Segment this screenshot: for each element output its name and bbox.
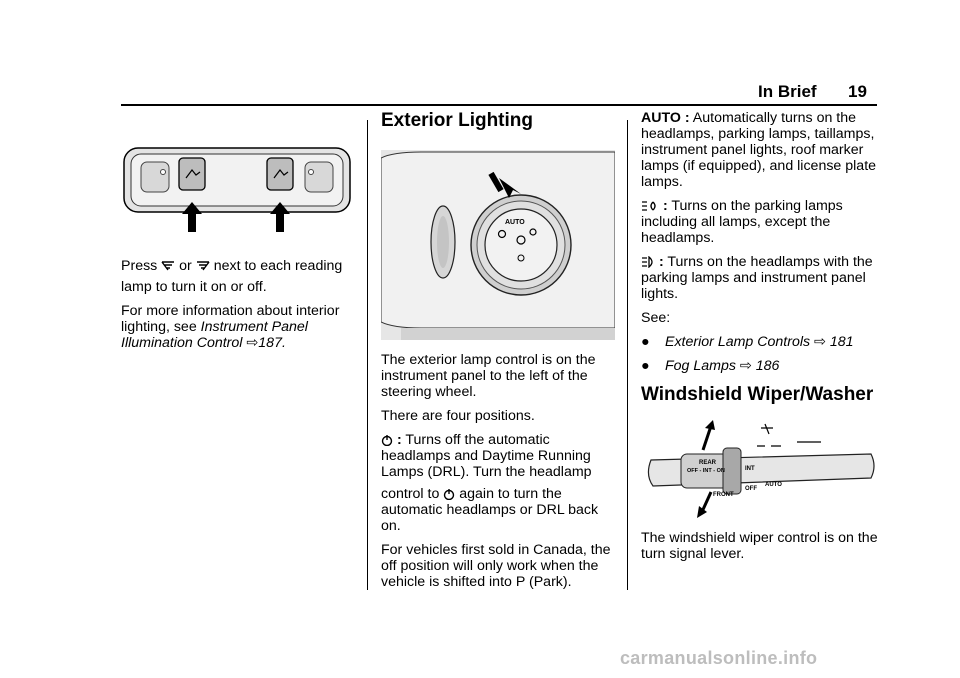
off-again-description: control to again to turn the automatic headlamps or DRL back on.	[381, 486, 599, 534]
press-instruction: Press or next to each reading	[121, 258, 343, 274]
page-ref-arrow-icon: ⇨	[246, 335, 259, 351]
parking-lamp-icon	[641, 200, 659, 212]
auto-description: AUTO : Automatically turns on the headlamps, parking lamps, taillamps, instrument panel lights, roof marker lamps (if equipped), and license plate lamps.	[641, 110, 877, 190]
page-header	[0, 0, 960, 110]
see-item-exterior-lamp-controls[interactable]: ● Exterior Lamp Controls ⇨ 181	[641, 334, 854, 350]
header-rule	[121, 104, 877, 106]
wiper-auto-label: AUTO	[765, 482, 782, 488]
windshield-wiper-heading: Windshield Wiper/Washer	[641, 384, 874, 405]
headlamp-icon	[641, 256, 655, 268]
wiper-off-label: OFF	[745, 486, 757, 492]
headlamps-description: : Turns on the headlamps with the parking lamps and instrument panel lights.	[641, 254, 873, 302]
wiper-rear-label: REAR	[699, 460, 717, 466]
canada-note: For vehicles first sold in Canada, the off position will only work when the vehicle is shifted into P (Park).	[381, 542, 611, 590]
column-2	[381, 110, 617, 598]
page-number: 19	[848, 82, 867, 101]
lamp-control-location: The exterior lamp control is on the instrument panel to the left of the steering wheel.	[381, 352, 596, 400]
column-3	[641, 110, 881, 570]
press-instruction-line2: lamp to turn it on or off.	[121, 279, 267, 295]
column-divider-right	[627, 120, 628, 590]
reading-lamp-left-icon	[161, 260, 175, 272]
dial-auto-label: AUTO	[505, 219, 525, 226]
off-icon	[381, 434, 393, 446]
see-item-fog-lamps[interactable]: ● Fog Lamps ⇨ 186	[641, 358, 780, 374]
see-label: See:	[641, 310, 671, 326]
exterior-lighting-heading: Exterior Lighting	[381, 110, 533, 131]
watermark: carmanualsonline.info	[620, 648, 818, 668]
wiper-int-label: INT	[745, 466, 755, 472]
more-info-paragraph: For more information about interior lighting, see Instrument Panel Illumination Control ⇨187.	[121, 303, 340, 351]
illumination-control-link[interactable]: Instrument Panel Illumination Control	[121, 319, 308, 351]
four-positions: There are four positions.	[381, 408, 535, 424]
column-1	[121, 140, 357, 359]
off-position-description: : Turns off the automatic headlamps and Daytime Running Lamps (DRL). Turn the headlamp	[381, 432, 592, 480]
exterior-lamp-control-illustration	[381, 150, 615, 340]
wiper-lever-illustration	[641, 420, 877, 520]
section-title: In Brief	[758, 82, 817, 101]
wiper-front-label: FRONT	[713, 492, 734, 498]
reading-lamp-right-icon	[196, 260, 210, 272]
reading-lamp-illustration	[121, 140, 353, 236]
wiper-rear-positions-label: OFF - INT - ON	[687, 468, 725, 474]
off-icon-inline	[443, 488, 455, 500]
column-divider-left	[367, 120, 368, 590]
wiper-control-description: The windshield wiper control is on the turn signal lever.	[641, 530, 878, 562]
parking-lamps-description: : Turns on the parking lamps including all lamps, except the headlamps.	[641, 198, 843, 246]
